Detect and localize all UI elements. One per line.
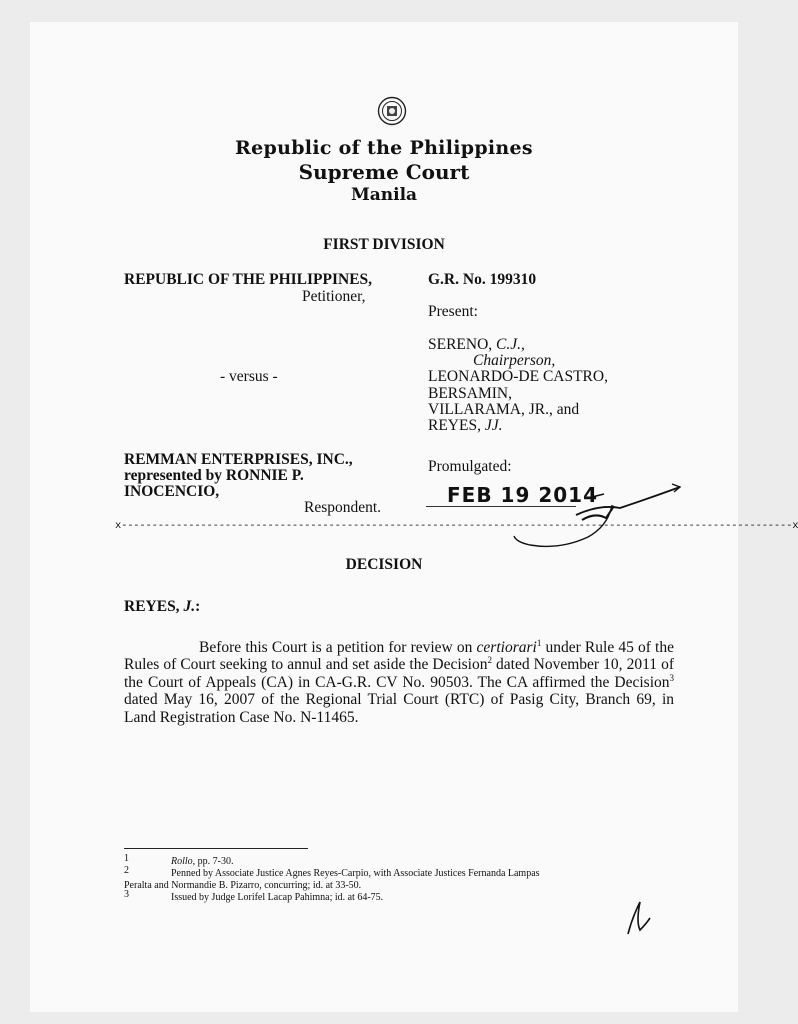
justice-sereno-name: SERENO, [428, 336, 497, 353]
para-text-a: Before this Court is a petition for review on [199, 639, 477, 656]
footnote-3: Issued by Judge Lorifel Lacap Pahimna; id. at 64-75. [171, 892, 384, 903]
footnote-2-line2: Peralta and Normandie B. Pizarro, concurring; id. at 33-50. [124, 880, 362, 891]
justice-reyes [428, 417, 502, 434]
footnote-2-line1: Penned by Associate Justice Agnes Reyes-Carpio, with Associate Justices Fernanda Lampas [171, 868, 540, 879]
justice-sereno [428, 336, 525, 353]
justice-bersamin: BERSAMIN, [428, 385, 512, 402]
ponente-colon: : [195, 598, 201, 615]
respondent-name-line3: INOCENCIO, [124, 483, 220, 500]
decision-heading: DECISION [345, 556, 423, 573]
petitioner-name: REPUBLIC OF THE PHILIPPINES, [124, 271, 373, 288]
para-text-c: dated November 10, 2011 of the Court of Appeals (CA) in CA-G.R. CV No. 90503. The CA affirmed the Decision [124, 656, 675, 691]
supreme-court-seal-icon [377, 96, 407, 128]
footnote-ref-1: 1 [536, 637, 542, 648]
versus-label: - versus - [220, 368, 278, 385]
signature-line [426, 506, 576, 507]
justice-sereno-role: Chairperson, [473, 352, 556, 369]
footnote-ref-2: 2 [487, 655, 492, 666]
footnote-number-2: 2 [124, 865, 129, 876]
division-heading: FIRST DIVISION [323, 236, 445, 253]
footnote-1-italic: Rollo [171, 856, 193, 867]
para-text-b: under Rule 45 of the Rules of Court seeking to annul and set aside the Decision [124, 639, 674, 674]
header-supreme-court: Supreme Court [298, 160, 470, 184]
ponente-line [124, 598, 200, 615]
ponente-name: REYES, [124, 598, 184, 615]
justice-reyes-name: REYES, [428, 417, 485, 434]
respondent-name-line1: REMMAN ENTERPRISES, INC., [124, 451, 353, 468]
respondent-role: Respondent. [304, 499, 382, 516]
petitioner-role: Petitioner, [302, 288, 366, 305]
caption-separator: x--------------------------------------------------------------------------------------------------------------x [115, 520, 798, 532]
justice-leonardo-de-castro: LEONARDO-DE CASTRO, [428, 368, 608, 385]
present-label: Present: [428, 303, 478, 320]
respondent-name-line2: represented by RONNIE P. [124, 467, 304, 484]
header-manila: Manila [350, 185, 418, 205]
footnote-ref-3: 3 [669, 672, 674, 683]
promulgation-date-stamp: FEB 19 2014 [447, 483, 598, 507]
promulgated-label: Promulgated: [428, 458, 512, 475]
footnote-number-1: 1 [124, 853, 129, 864]
decision-paragraph-1 [124, 639, 674, 726]
header-republic: Republic of the Philippines [235, 137, 533, 159]
footnote-1-text: , pp. 7-30. [192, 856, 234, 867]
footnote-1 [171, 856, 234, 868]
para-certiorari: certiorari [476, 639, 537, 656]
justice-villarama: VILLARAMA, JR., and [428, 401, 580, 418]
ponente-title: J. [183, 598, 196, 615]
footnote-divider [124, 848, 308, 849]
justice-sereno-title: C.J., [496, 336, 525, 353]
justice-reyes-title: JJ. [484, 417, 503, 434]
case-number: G.R. No. 199310 [428, 271, 537, 288]
footnote-number-3: 3 [124, 889, 129, 900]
para-text-d: dated May 16, 2007 of the Regional Trial Court (RTC) of Pasig City, Branch 69, in Land Registration Case No. N-11465. [124, 691, 674, 726]
